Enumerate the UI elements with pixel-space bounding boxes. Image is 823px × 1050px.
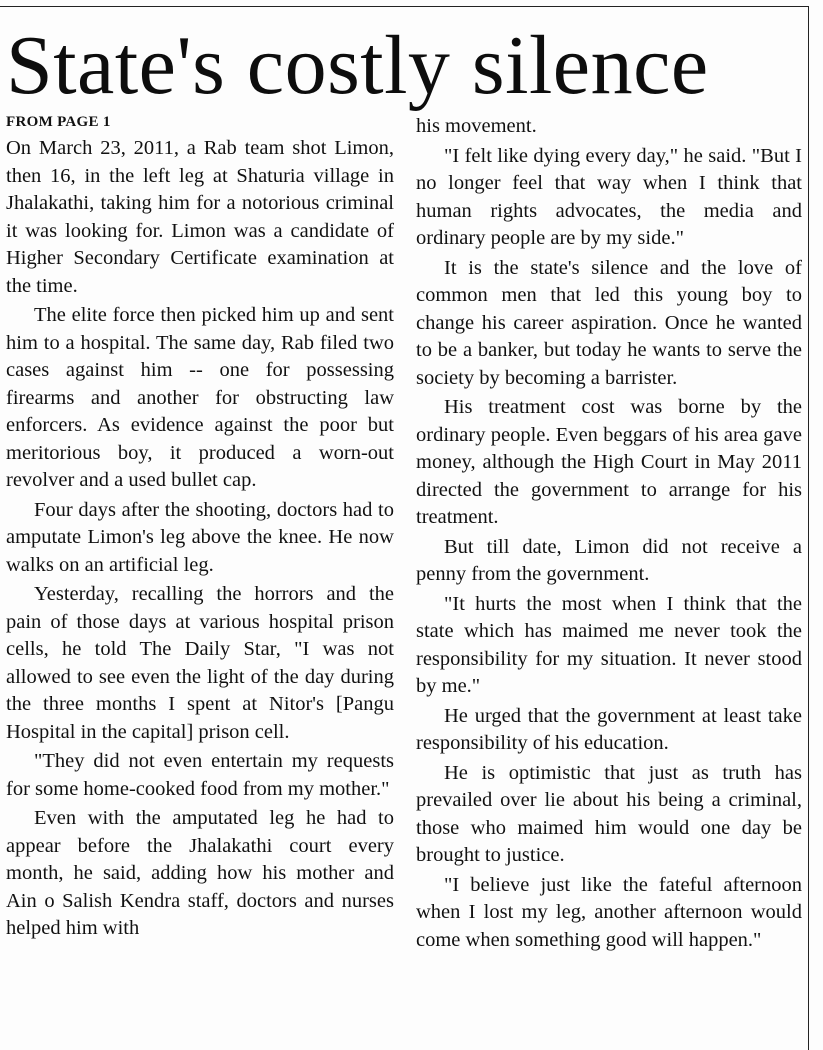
right-column xyxy=(416,113,802,956)
paragraph: It is the state's silence and the love of common men that led this young boy to change his career aspiration. Once he wanted to be a banker, but today he wants to serve the society by becoming a barrister. xyxy=(416,256,802,389)
paragraph: Even with the amputated leg he had to appear before the Jhalakathi court every month, he said, adding how his mother and Ain o Salish Kendra staff, doctors and nurses helped him with xyxy=(6,807,394,939)
paragraph: He is optimistic that just as truth has prevailed over lie about his being a criminal, those who maimed him would one day be brought to justice. xyxy=(416,761,802,866)
paragraph: On March 23, 2011, a Rab team shot Limon, then 16, in the left leg at Shaturia village in Jhalakathi, taking him for a notorious criminal it was looking for. Limon was a candidate of Higher Secondary Certificate examination at the time. xyxy=(6,137,394,297)
top-rule-divider xyxy=(0,6,808,7)
paragraph: Four days after the shooting, doctors had to amputate Limon's leg above the knee. He now walks on an artificial leg. xyxy=(6,498,394,576)
paragraph: "It hurts the most when I think that the state which has maimed me never took the responsibility for my situation. It never stood by me." xyxy=(416,592,802,697)
paragraph: "I believe just like the fateful afternoon when I lost my leg, another afternoon would come when something good will happen." xyxy=(416,873,802,951)
paragraph: But till date, Limon did not receive a penny from the government. xyxy=(416,535,802,585)
paragraph: "They did not even entertain my requests for some home-cooked food from my mother." xyxy=(6,750,394,800)
paragraph: "I felt like dying every day," he said. "But I no longer feel that way when I think that human rights advocates, the media and ordinary people are by my side." xyxy=(416,144,802,249)
paragraph: His treatment cost was borne by the ordinary people. Even beggars of his area gave money, although the High Court in May 2011 directed the government to arrange for his treatment. xyxy=(416,396,802,528)
kicker-from-page: FROM PAGE 1 xyxy=(6,114,111,130)
paragraph: He urged that the government at least take responsibility of his education. xyxy=(416,704,802,754)
left-column xyxy=(6,135,394,945)
headline: State's costly silence xyxy=(6,19,709,112)
paragraph: The elite force then picked him up and sent him to a hospital. The same day, Rab filed two cases against him -- one for possessing firearms and another for obstructing law enforcers. As evidence against the poor but meritorious boy, it produced a worn-out revolver and a used bullet cap. xyxy=(6,304,394,491)
paragraph: his movement. xyxy=(416,115,537,137)
paragraph: Yesterday, recalling the horrors and the pain of those days at various hospital prison cells, he told The Daily Star, "I was not allowed to see even the light of the day during the three months I spent at Nitor's [Pangu Hospital in the capital] prison cell. xyxy=(6,583,394,743)
right-rule-divider xyxy=(808,6,809,1050)
